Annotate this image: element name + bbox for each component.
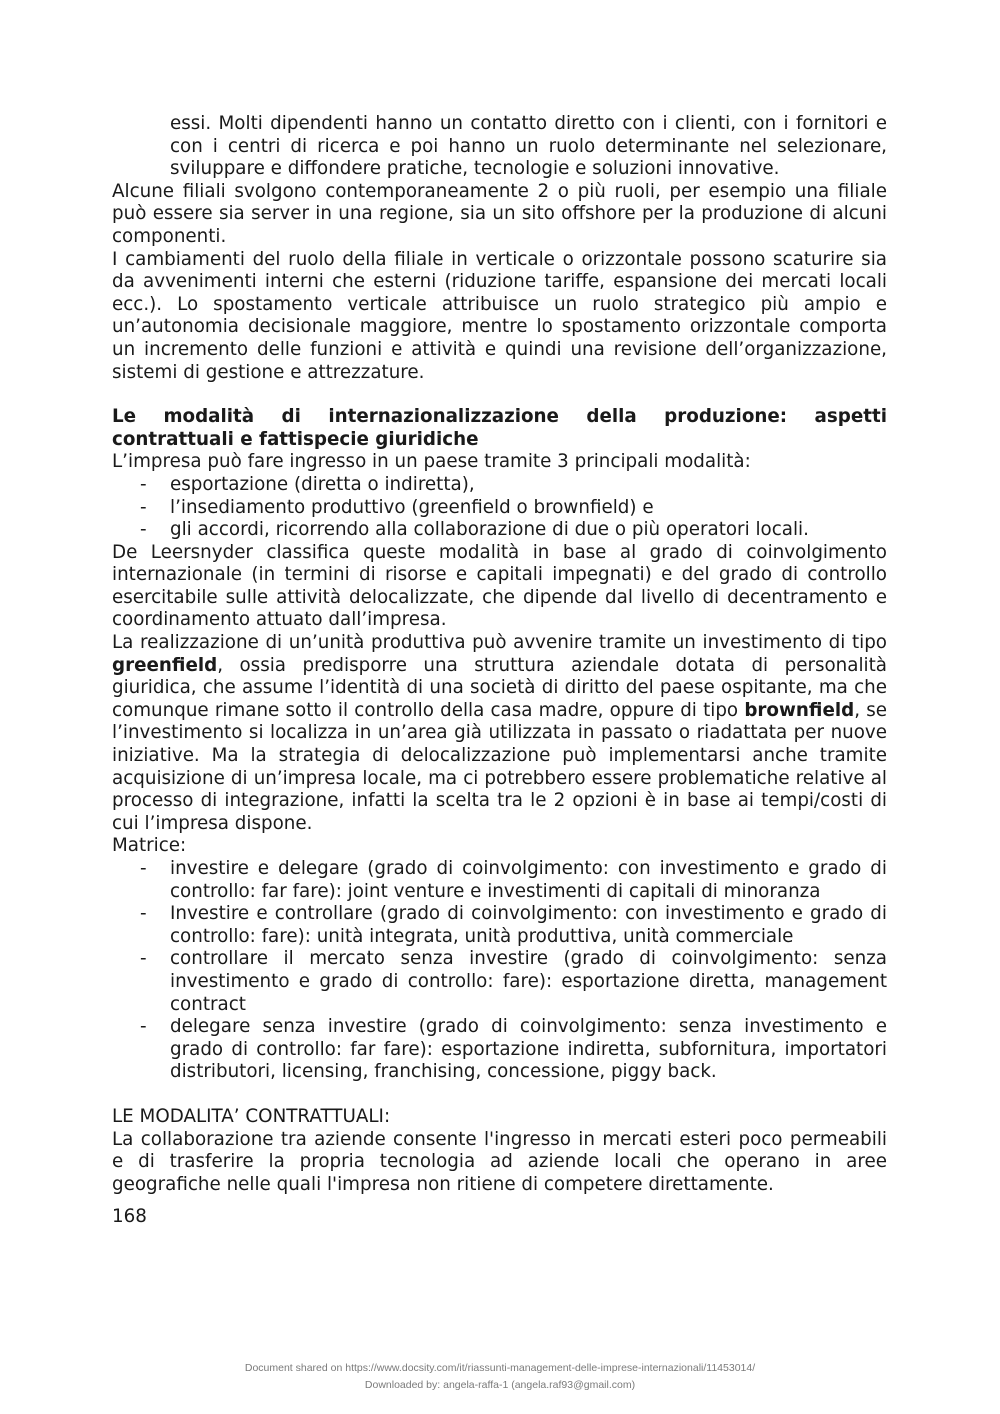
- matrice-label: Matrice:: [112, 835, 187, 857]
- paragraph-cambiamenti: I cambiamenti del ruolo della filiale in verticale o orizzontale possono scaturire sia da avvenimenti interni che esterni (riduzione tariffe, espansione dei mercati locali ecc.). Lo spostamento verticale attribuisce un ruolo strategico più ampio e un’autonomia decisionale maggiore, mentre lo spostamento orizzontale comporta un incremento delle funzioni e attività e quindi una revisione dell’organizzazione, sistemi di gestione e attrezzature.: [112, 248, 887, 383]
- paragraph-filiali: Alcune filiali svolgono contemporaneamente 2 o più ruoli, per esempio una filiale può essere sia server in una regione, sia un sito offshore per la produzione di alcuni componenti.: [112, 180, 887, 247]
- spacer: [112, 1084, 887, 1106]
- text-span: , se l’investimento si localizza in un’area già utilizzata in passato o riadattata per nuove iniziative. Ma la strategia di delocalizzazione può implementarsi anche tramite acquisizione di un’impresa locale, ma ci potrebbero essere problematiche relative al processo di integrazione, infatti la scelta tra le 2 opzioni è in base ai tempi/costi di cui l’impresa dispone.: [112, 699, 887, 834]
- list-item: - investire e delegare (grado di coinvolgimento: con investimento e grado di controllo: far fare): joint venture e investimenti di capitali di minoranza: [112, 858, 887, 903]
- section-label: LE MODALITA’ CONTRATTUALI:: [112, 1105, 391, 1127]
- section-heading: Le modalità di internazionalizzazione della produzione: aspetti contrattuali e fattispecie giuridiche: [112, 406, 887, 450]
- paragraph-collaborazione: La collaborazione tra aziende consente l'ingresso in mercati esteri poco permeabili e di trasferire la propria tecnologia ad aziende locali che operano in aree geografiche nelle quali l'impresa non ritiene di competere direttamente.: [112, 1128, 887, 1195]
- list-item: - esportazione (diretta o indiretta),: [112, 474, 887, 497]
- footer-download-line: Downloaded by: angela-raffa-1 (angela.raf93@gmail.com): [364, 1379, 636, 1391]
- list-item: - gli accordi, ricorrendo alla collaborazione di due o più operatori locali.: [112, 519, 887, 542]
- modalita-list: [112, 474, 887, 542]
- paragraph-intro-modalita: L’impresa può fare ingresso in un paese tramite 3 principali modalità:: [112, 451, 751, 473]
- document-page: [112, 113, 887, 1229]
- footer-shared-line: Document shared on https://www.docsity.com/it/riassunti-management-delle-imprese-internazionali/11453014/: [244, 1362, 756, 1374]
- matrice-list: [112, 858, 887, 1084]
- paragraph-greenfield: [112, 632, 887, 835]
- bold-term-greenfield: greenfield: [112, 654, 218, 676]
- list-item: - delegare senza investire (grado di coinvolgimento: senza investimento e grado di controllo: far fare): esportazione indiretta, subfornitura, importatori distributori, licensing, franchising, concessione, piggy back.: [112, 1016, 887, 1084]
- bold-term-brownfield: brownfield: [744, 699, 855, 721]
- page-number: 168: [112, 1206, 147, 1228]
- list-item: - l’insediamento produttivo (greenfield o brownfield) e: [112, 497, 887, 520]
- paragraph-indented: essi. Molti dipendenti hanno un contatto diretto con i clienti, con i fornitori e con i centri di ricerca e poi hanno un ruolo determinante nel selezionare, sviluppare e diffondere pratiche, tecnologie e soluzioni innovative.: [170, 113, 887, 180]
- paragraph-leersnyder: De Leersnyder classifica queste modalità in base al grado di coinvolgimento internazionale (in termini di risorse e capitali impegnati) e del grado di controllo esercitabile sulle attività delocalizzate, che dipende dal livello di decentramento e coordinamento attuato dall’impresa.: [112, 541, 887, 631]
- list-item: - Investire e controllare (grado di coinvolgimento: con investimento e grado di controllo: fare): unità integrata, unità produttiva, unità commerciale: [112, 903, 887, 948]
- text-span: La realizzazione di un’unità produttiva può avvenire tramite un investimento di tipo: [112, 632, 887, 654]
- text-span: , ossia predisporre una struttura aziendale dotata di personalità giuridica, che assume l’identità di una società di diritto del paese ospitante, ma che comunque rimane sotto il controllo della casa madre, oppure di tipo: [112, 654, 887, 721]
- list-item: - controllare il mercato senza investire (grado di coinvolgimento: senza investimento e grado di controllo: fare): esportazione diretta, management contract: [112, 948, 887, 1016]
